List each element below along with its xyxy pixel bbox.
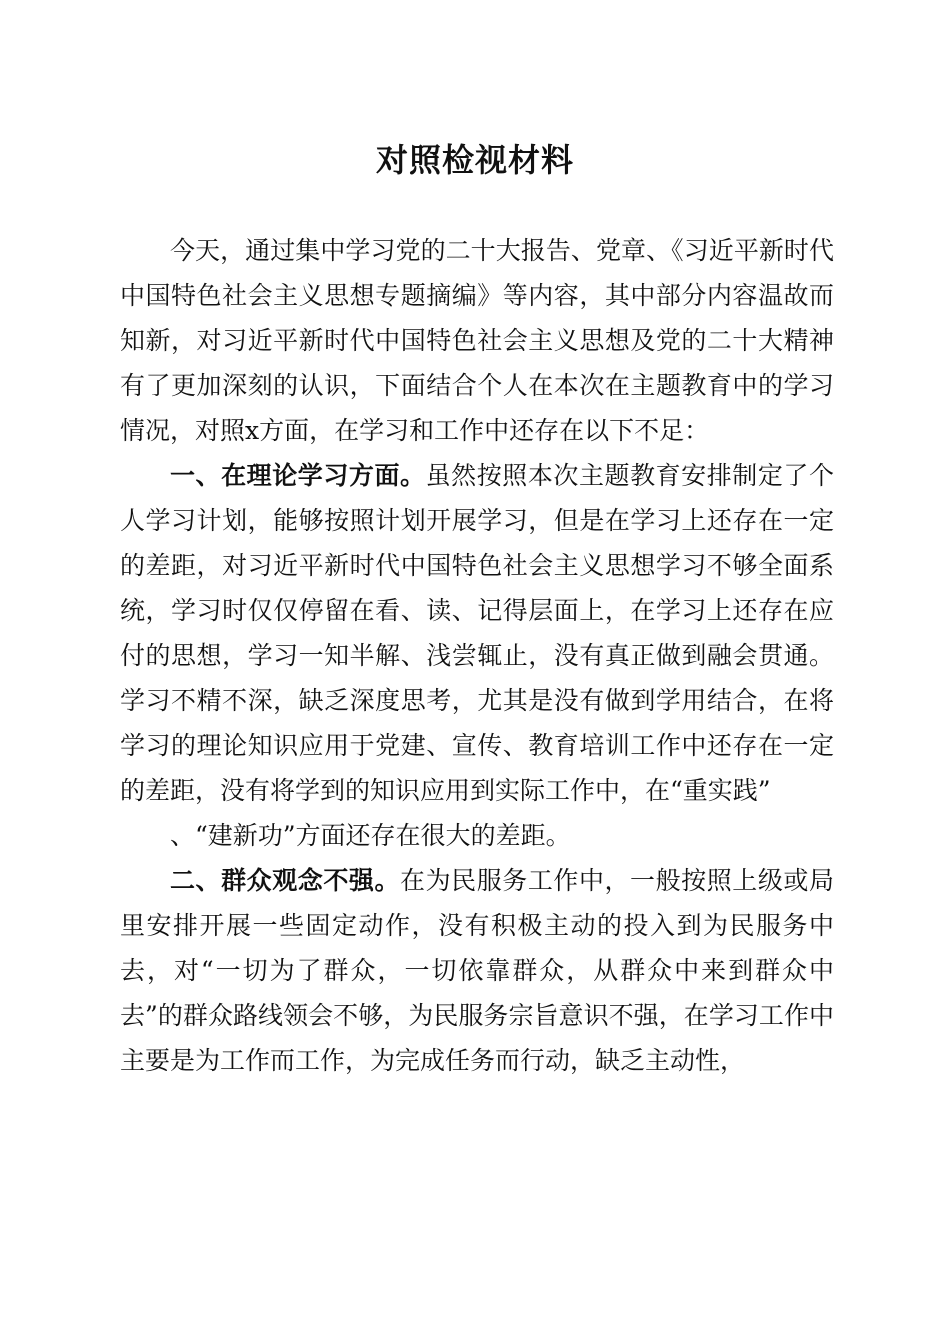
section-1-paragraph xyxy=(120,453,834,813)
intro-paragraph: 今天，通过集中学习党的二十大报告、党章、《习近平新时代中国特色社会主义思想专题摘编》等内容，其中部分内容温故而知新，对习近平新时代中国特色社会主义思想及党的二十大精神有了更加深刻的认识，下面结合个人在本次在主题教育中的学习情况，对照x方面，在学习和工作中还存在以下不足： xyxy=(120,236,834,445)
section-1-text: 虽然按照本次主题教育安排制定了个人学习计划，能够按照计划开展学习，但是在学习上还存在一定的差距，对习近平新时代中国特色社会主义思想学习不够全面系统，学习时仅仅停留在看、读、记得层面上，在学习上还存在应付的思想，学习一知半解、浅尝辄止，没有真正做到融会贯通。学习不精不深，缺乏深度思考，尤其是没有做到学用结合，在将学习的理论知识应用于党建、宣传、教育培训工作中还存在一定的差距，没有将学到的知识应用到实际工作中，在“重实践” xyxy=(120,461,834,805)
section-1-continuation: 、“建新功”方面还存在很大的差距。 xyxy=(170,821,571,850)
document-body xyxy=(120,228,834,1083)
section-2-paragraph xyxy=(120,858,834,1083)
section-1-heading: 一、在理论学习方面。 xyxy=(170,461,426,490)
section-2-text: 在为民服务工作中，一般按照上级或局里安排开展一些固定动作，没有积极主动的投入到为民服务中去，对“一切为了群众，一切依靠群众，从群众中来到群众中去”的群众路线领会不够，为民服务宗旨意识不强，在学习工作中主要是为工作而工作，为完成任务而行动，缺乏主动性， xyxy=(120,866,834,1075)
section-2-heading: 二、群众观念不强。 xyxy=(170,866,401,895)
document-title: 对照检视材料 xyxy=(375,141,574,179)
